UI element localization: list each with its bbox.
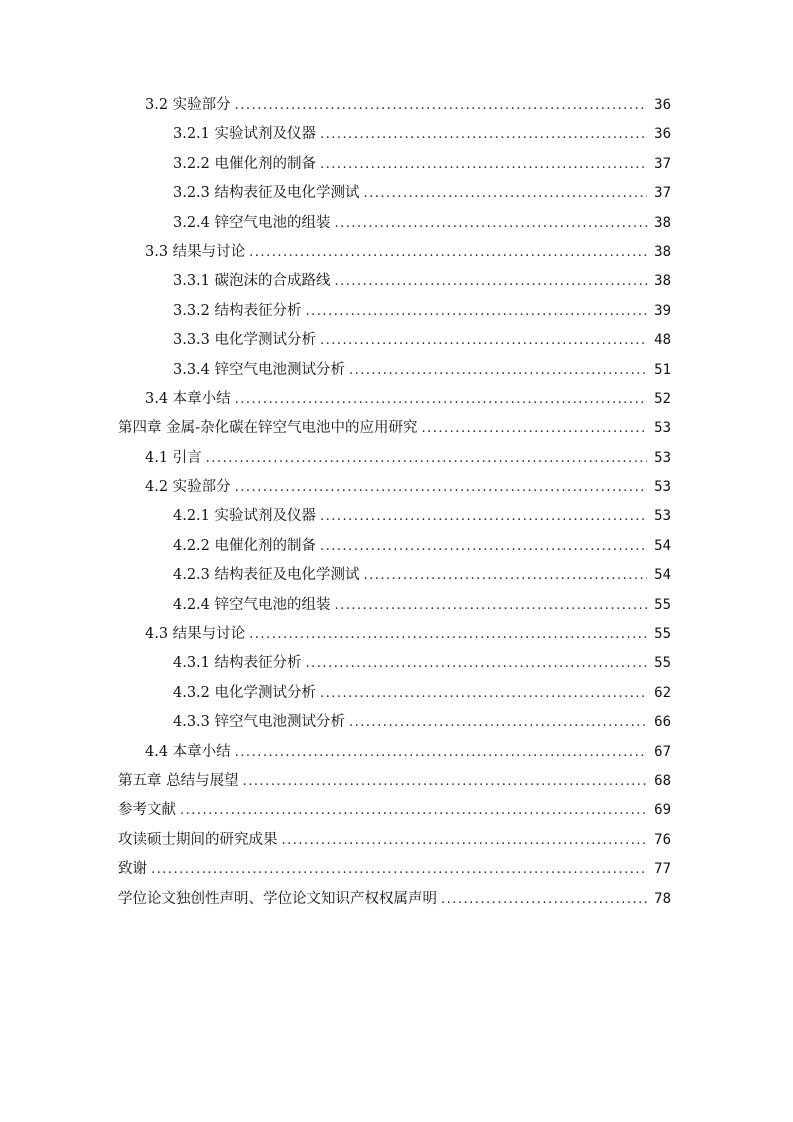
toc-dot-leader [235,91,647,120]
toc-entry[interactable] [118,649,671,678]
toc-entry[interactable] [118,385,671,414]
toc-entry-page-number: 55 [654,596,671,613]
toc-entry-page-number: 54 [654,537,671,554]
toc-entry-title: 4.3.3 锌空气电池测试分析 [173,714,346,731]
toc-entry-title: 3.2.4 锌空气电池的组装 [173,214,331,231]
toc-dot-leader [306,649,647,678]
toc-dot-leader [349,708,647,737]
toc-entry-page-number: 37 [654,185,671,202]
toc-entry-title: 4.1 引言 [145,449,202,466]
toc-entry[interactable] [118,326,671,355]
toc-entry[interactable] [118,885,671,914]
toc-entry-page-number: 48 [654,332,671,349]
toc-entry[interactable] [118,120,671,149]
toc-entry-page-number: 36 [654,126,671,143]
toc-entry-title: 3.3.4 锌空气电池测试分析 [173,361,346,378]
toc-entry-page-number: 52 [654,390,671,407]
toc-entry-page-number: 53 [654,449,671,466]
toc-entry[interactable] [118,356,671,385]
toc-dot-leader [306,297,647,326]
toc-entry[interactable] [118,620,671,649]
toc-dot-leader [364,179,647,208]
toc-dot-leader [422,414,647,443]
toc-dot-leader [349,356,647,385]
toc-entry-title: 4.3 结果与讨论 [145,626,246,643]
toc-entry-title: 3.2.1 实验试剂及仪器 [173,126,317,143]
toc-entry-title: 4.2.4 锌空气电池的组装 [173,596,331,613]
toc-entry-page-number: 39 [654,302,671,319]
toc-dot-leader [151,855,647,884]
toc-entry-page-number: 67 [654,743,671,760]
toc-entry-title: 致谢 [118,861,147,878]
toc-entry-page-number: 66 [654,714,671,731]
toc-dot-leader [320,150,647,179]
toc-entry-title: 4.2.1 实验试剂及仪器 [173,508,317,525]
toc-entry[interactable] [118,796,671,825]
toc-entry[interactable] [118,179,671,208]
table-of-contents [118,91,671,914]
toc-entry[interactable] [118,297,671,326]
toc-entry-page-number: 55 [654,655,671,672]
toc-entry-title: 3.3.1 碳泡沫的合成路线 [173,273,331,290]
toc-entry-title: 4.2 实验部分 [145,479,231,496]
toc-entry-title: 3.3.3 电化学测试分析 [173,332,317,349]
toc-entry-title: 4.4 本章小结 [145,743,231,760]
toc-entry[interactable] [118,502,671,531]
toc-dot-leader [335,591,647,620]
toc-entry[interactable] [118,532,671,561]
toc-entry-page-number: 38 [654,214,671,231]
toc-entry-page-number: 37 [654,155,671,172]
toc-entry[interactable] [118,855,671,884]
toc-entry-page-number: 77 [654,861,671,878]
toc-entry-page-number: 78 [654,890,671,907]
toc-entry-page-number: 69 [654,802,671,819]
toc-entry-title: 第四章 金属-杂化碳在锌空气电池中的应用研究 [118,420,418,437]
toc-dot-leader [249,238,647,267]
toc-entry-page-number: 38 [654,273,671,290]
toc-dot-leader [282,826,648,855]
toc-entry[interactable] [118,591,671,620]
toc-dot-leader [235,385,647,414]
toc-entry-title: 3.3 结果与讨论 [145,243,246,260]
toc-entry-title: 第五章 总结与展望 [118,772,239,789]
toc-entry-title: 参考文献 [118,802,176,819]
toc-entry-page-number: 53 [654,420,671,437]
toc-entry[interactable] [118,444,671,473]
toc-entry[interactable] [118,708,671,737]
toc-entry[interactable] [118,414,671,443]
toc-entry-page-number: 36 [654,97,671,113]
toc-entry-title: 3.2 实验部分 [145,97,231,113]
toc-entry-title: 4.2.3 结构表征及电化学测试 [173,567,360,584]
toc-entry-page-number: 62 [654,684,671,701]
toc-dot-leader [320,502,647,531]
toc-dot-leader [180,796,647,825]
toc-dot-leader [320,120,647,149]
toc-entry[interactable] [118,473,671,502]
toc-dot-leader [320,326,647,355]
toc-dot-leader [249,620,647,649]
toc-dot-leader [441,885,647,914]
toc-dot-leader [364,561,647,590]
toc-dot-leader [235,473,647,502]
toc-entry[interactable] [118,561,671,590]
toc-entry[interactable] [118,150,671,179]
toc-entry-title: 3.4 本章小结 [145,390,231,407]
toc-entry-page-number: 55 [654,626,671,643]
toc-entry[interactable] [118,209,671,238]
toc-entry[interactable] [118,238,671,267]
toc-entry-page-number: 76 [654,831,671,848]
toc-dot-leader [320,532,647,561]
toc-entry-page-number: 53 [654,479,671,496]
toc-entry-title: 3.2.3 结构表征及电化学测试 [173,185,360,202]
toc-entry[interactable] [118,826,671,855]
toc-entry-page-number: 53 [654,508,671,525]
toc-entry-page-number: 38 [654,243,671,260]
toc-entry-title: 攻读硕士期间的研究成果 [118,831,278,848]
toc-entry[interactable] [118,91,671,120]
toc-dot-leader [235,738,647,767]
toc-entry-page-number: 51 [654,361,671,378]
toc-entry[interactable] [118,267,671,296]
toc-entry-title: 3.2.2 电催化剂的制备 [173,155,317,172]
toc-dot-leader [335,267,647,296]
toc-dot-leader [320,679,647,708]
toc-dot-leader [335,209,647,238]
toc-entry[interactable] [118,738,671,767]
toc-entry-title: 学位论文独创性声明、学位论文知识产权权属声明 [118,890,437,907]
toc-entry[interactable] [118,767,671,796]
toc-entry-page-number: 68 [654,772,671,789]
toc-entry-page-number: 54 [654,567,671,584]
toc-entry[interactable] [118,679,671,708]
toc-entry-title: 4.3.2 电化学测试分析 [173,684,317,701]
toc-entry-title: 3.3.2 结构表征分析 [173,302,302,319]
toc-entry-title: 4.3.1 结构表征分析 [173,655,302,672]
toc-dot-leader [206,444,647,473]
toc-dot-leader [243,767,647,796]
toc-entry-title: 4.2.2 电催化剂的制备 [173,537,317,554]
